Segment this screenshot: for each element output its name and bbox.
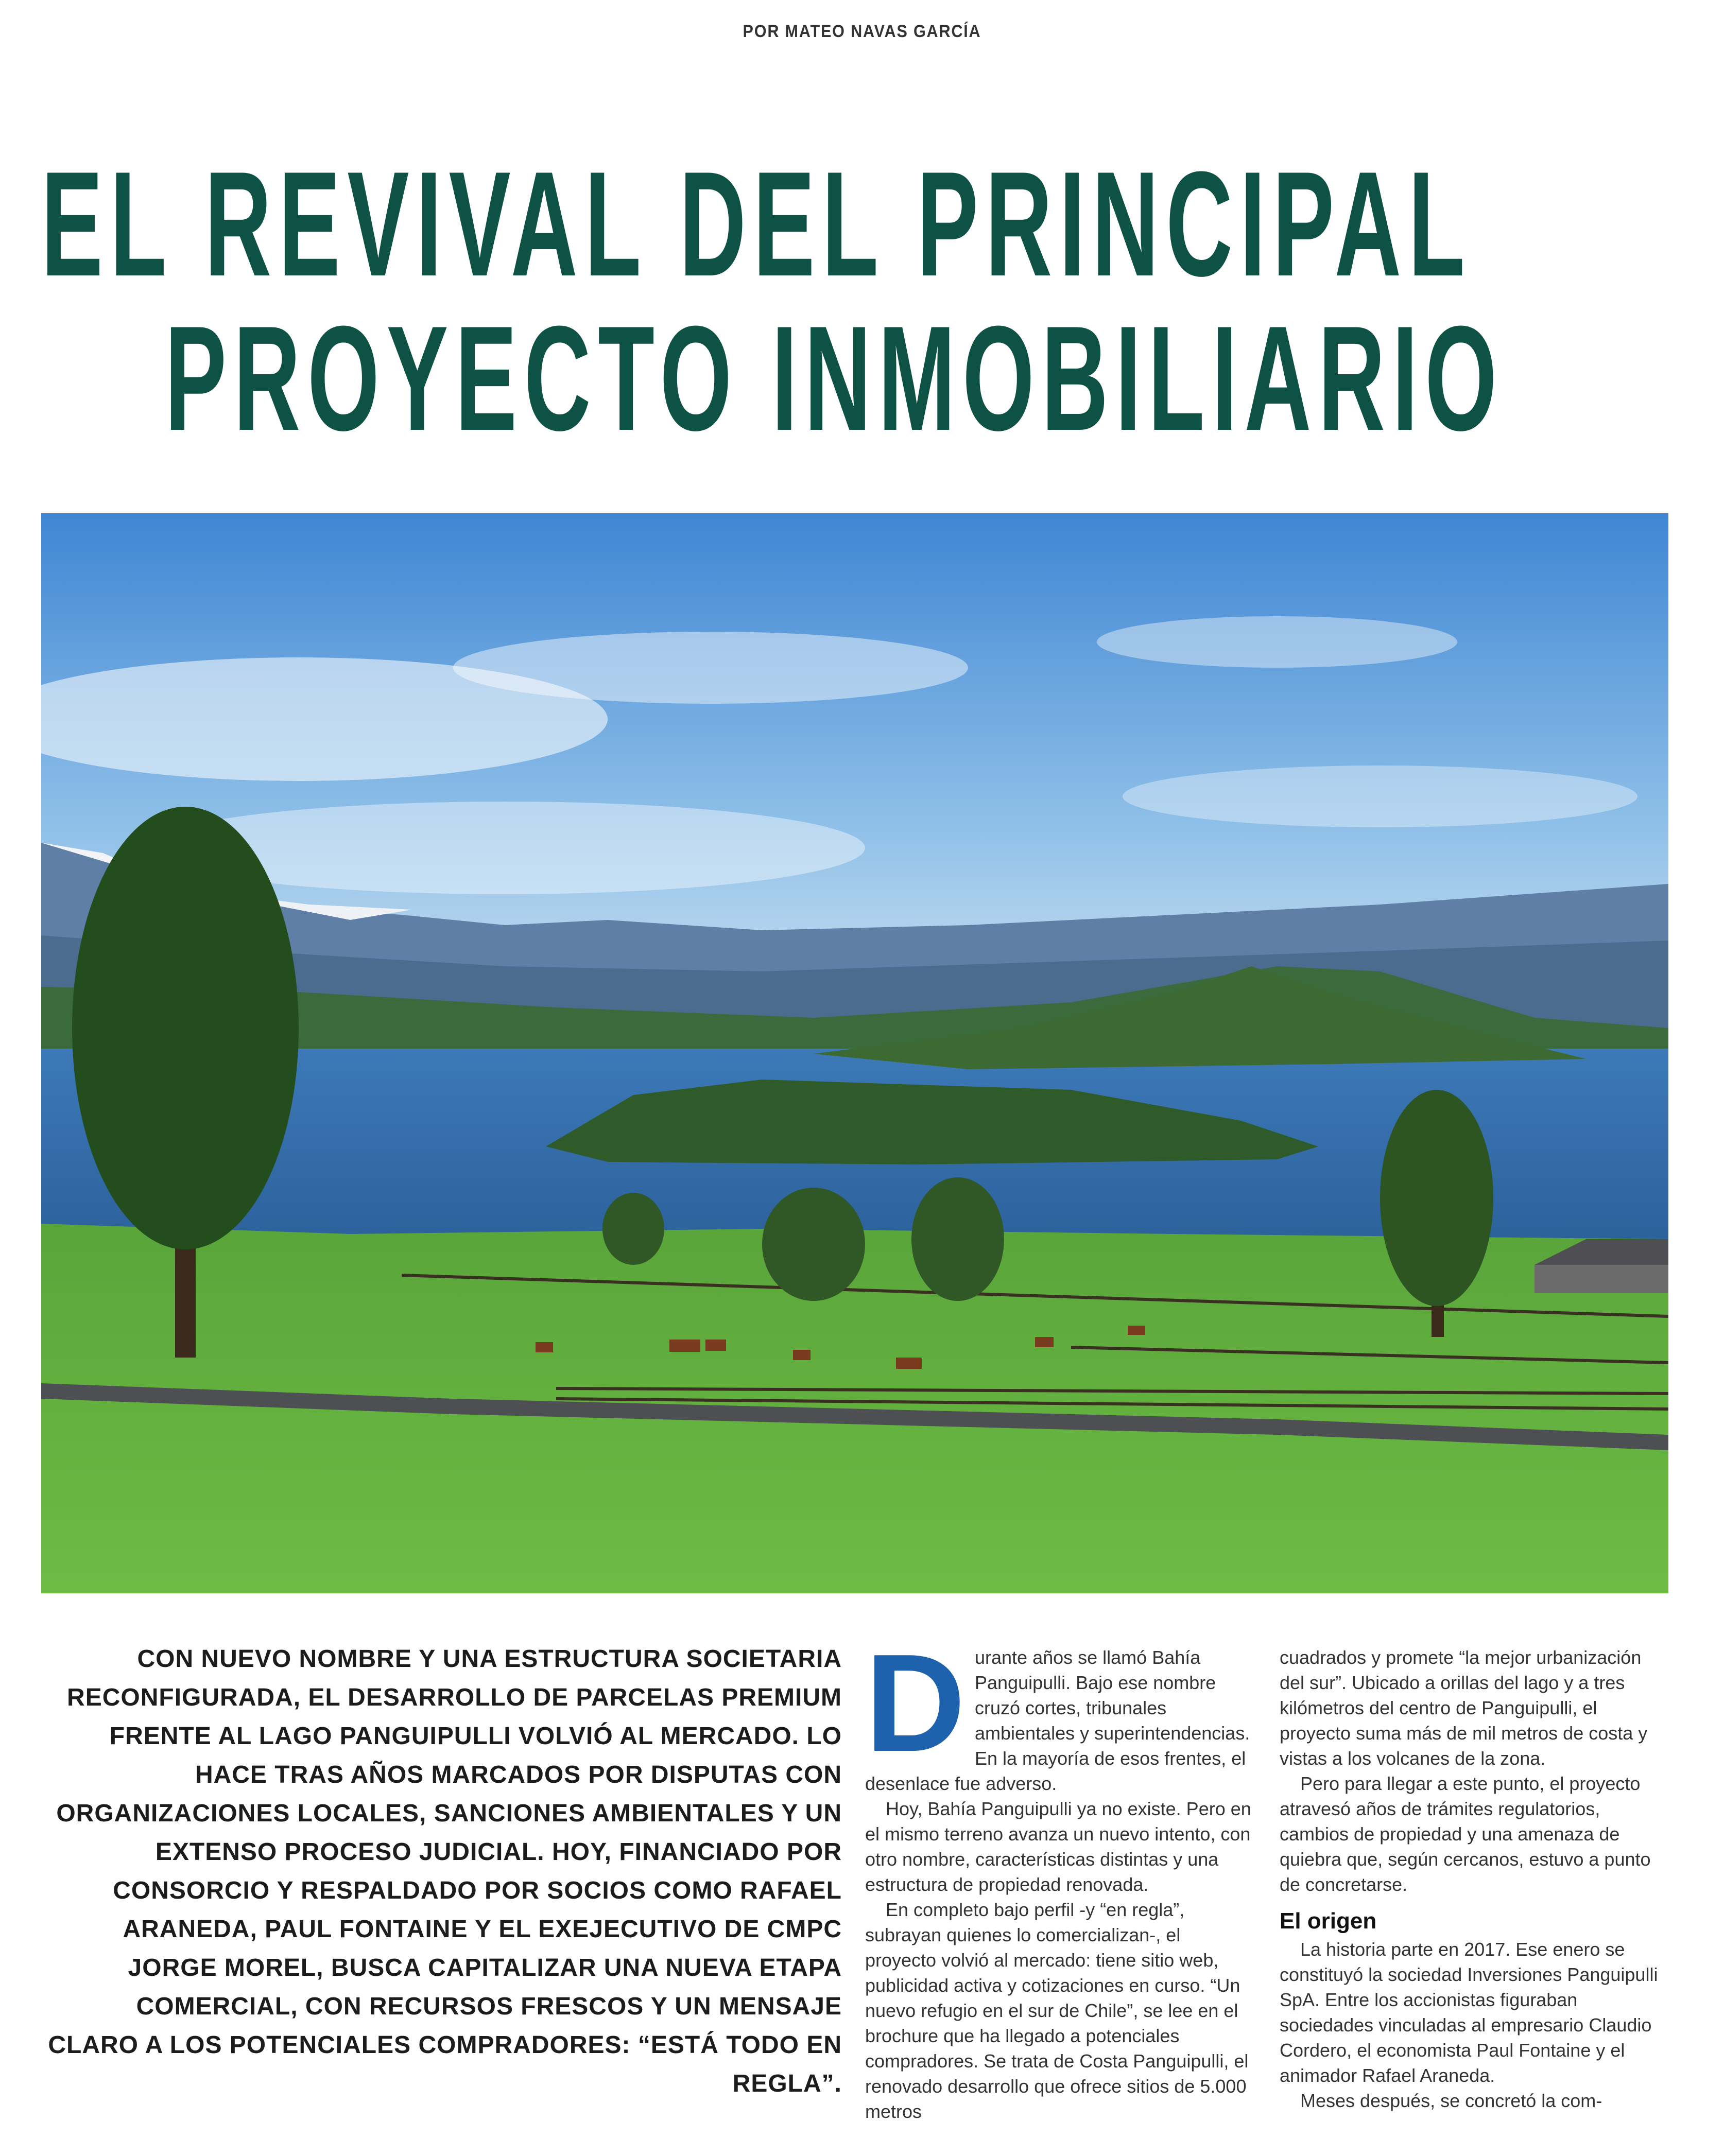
body-paragraph-2: Hoy, Bahía Panguipulli ya no existe. Pero en el mismo terreno avanza un nuevo intento, con otro nombre, características distintas y una estructura de propiedad renovada.	[865, 1798, 1251, 1895]
body-paragraph-1-text: urante años se llamó Bahía Panguipulli. Bajo ese nombre cruzó cortes, tribunales ambientales y superintendencias. En la mayoría de esos frentes, el desenlace fue adverso.	[865, 1647, 1250, 1794]
lake-landscape-photo	[41, 513, 1668, 1593]
body-paragraph-1	[865, 1626, 1251, 1796]
drop-cap: D	[865, 1626, 966, 1781]
body-paragraph-5: Pero para llegar a este punto, el proyecto atravesó años de trámites regulatorios, cambios de propiedad y una amenaza de quiebra que, según cercanos, estuvo a punto de concretarse.	[1280, 1773, 1651, 1895]
body-column-1	[865, 1626, 1251, 2124]
headline-line-2: PROYECTO INMOBILIARIO	[165, 295, 1504, 462]
headline-line-1: EL REVIVAL DEL PRINCIPAL	[41, 141, 1472, 307]
body-paragraph-4: cuadrados y promete “la mejor urbanización del sur”. Ubicado a orillas del lago y a tres kilómetros del centro de Panguipulli, el proyecto suma más de mil metros de costa y vistas a los volcanes de la zona.	[1280, 1647, 1648, 1769]
byline: POR MATEO NAVAS GARCÍA	[743, 22, 981, 41]
section-subhead: El origen	[1280, 1908, 1377, 1934]
body-paragraph-3: En completo bajo perfil -y “en regla”, subrayan quienes lo comercializan-, el proyecto volvió al mercado: tiene sitio web, publicidad activa y cotizaciones en curso. “Un nuevo refugio en el sur de Chile”, se lee en el brochure que ha llegado a potenciales compradores. Se trata de Costa Panguipulli, el renovado desarrollo que ofrece sitios de 5.000 metros	[865, 1899, 1249, 2122]
body-paragraph-6: La historia parte en 2017. Ese enero se constituyó la sociedad Inversiones Panguipulli SpA. Entre los accionistas figuraban sociedades vinculadas al empresario Claudio Cordero, el economista Paul Fontaine y el animador Rafael Araneda.	[1280, 1939, 1658, 2086]
article-lede: CON NUEVO NOMBRE Y UNA ESTRUCTURA SOCIETARIA RECONFIGURADA, EL DESARROLLO DE PARCELAS PREMIUM FRENTE AL LAGO PANGUIPULLI VOLVIÓ AL MERCADO. LO HACE TRAS AÑOS MARCADOS POR DISPUTAS CON ORGANIZACIONES LOCALES, SANCIONES AMBIENTALES Y UN EXTENSO PROCESO JUDICIAL. HOY, FINANCIADO POR CONSORCIO Y RESPALDADO POR SOCIOS COMO RAFAEL ARANEDA, PAUL FONTAINE Y EL EXEJECUTIVO DE CMPC JORGE MOREL, BUSCA CAPITALIZAR UNA NUEVA ETAPA COMERCIAL, CON RECURSOS FRESCOS Y UN MENSAJE CLARO A LOS POTENCIALES COMPRADORES: “ESTÁ TODO EN REGLA”.	[48, 1645, 842, 2097]
body-paragraph-7: Meses después, se concretó la com-	[1300, 2090, 1602, 2111]
body-column-2	[1280, 1645, 1666, 2113]
